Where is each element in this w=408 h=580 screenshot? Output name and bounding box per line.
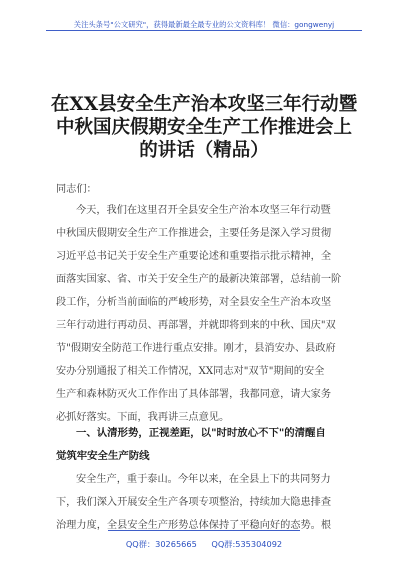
text-line: 安办分别通报了相关工作情况，XX同志对"双节"期间的安全 <box>56 366 325 377</box>
text-line: 段工作，分析当前面临的严峻形势，对全县安全生产治本攻坚 <box>56 297 332 308</box>
heading-line: 一、认清形势，正视差距，以"时时放心不下"的清醒自 <box>76 427 326 439</box>
paragraph-2 <box>56 468 358 537</box>
text-line: 生产和森林防灭火工作作出了具体部署，我都同意，请大家务 <box>56 389 332 400</box>
text-line: 中秋国庆假期安全生产工作推进会，主要任务是深入学习贯彻 <box>56 228 332 239</box>
text-line: 安全生产，重于泰山。今年以来，在全县上下的共同努力 <box>76 474 331 485</box>
text-line: 习近平总书记关于安全生产重要论述和重要指示批示精神，全 <box>56 251 332 262</box>
title-line: 的讲话（精品） <box>139 140 269 161</box>
text-line: 治理力度，全县安全生产形势总体保持了平稳向好的态势。根 <box>56 520 332 531</box>
qq-group-1: QQ群：30265665 <box>125 539 197 549</box>
text-line: 节"假期安全防范工作进行重点安排。刚才，县消安办、县政府 <box>56 343 336 354</box>
text-line: 三年行动进行再动员、再部署，并就即将到来的中秋、国庆"双 <box>56 320 336 331</box>
header-banner: 关注头条号"公文研究"，获得最新最全最专业的公文资料库！ 微信：gongwenyj <box>46 8 362 31</box>
heading-line: 觉筑牢安全生产防线 <box>56 450 150 462</box>
paragraph-1 <box>56 199 358 429</box>
text-line: 必抓好落实。下面，我再讲三点意见。 <box>56 412 230 423</box>
qq-group-2: QQ群:535304092 <box>211 539 283 549</box>
text-line: 今天，我们在这里召开全县安全生产治本攻坚三年行动暨 <box>76 205 331 216</box>
section-heading <box>56 422 358 468</box>
salutation: 同志们： <box>56 184 97 195</box>
text-line: 下，我们深入开展安全生产各项专项整治，持续加大隐患排查 <box>56 497 332 508</box>
title-line: 在XX县安全生产治本攻坚三年行动暨 <box>50 94 358 115</box>
footer <box>108 530 300 557</box>
title-line: 中秋国庆假期安全生产工作推进会上 <box>55 117 352 138</box>
document-title <box>30 93 378 162</box>
text-line: 面落实国家、省、市关于安全生产的最新决策部署，总结前一阶 <box>56 274 342 285</box>
